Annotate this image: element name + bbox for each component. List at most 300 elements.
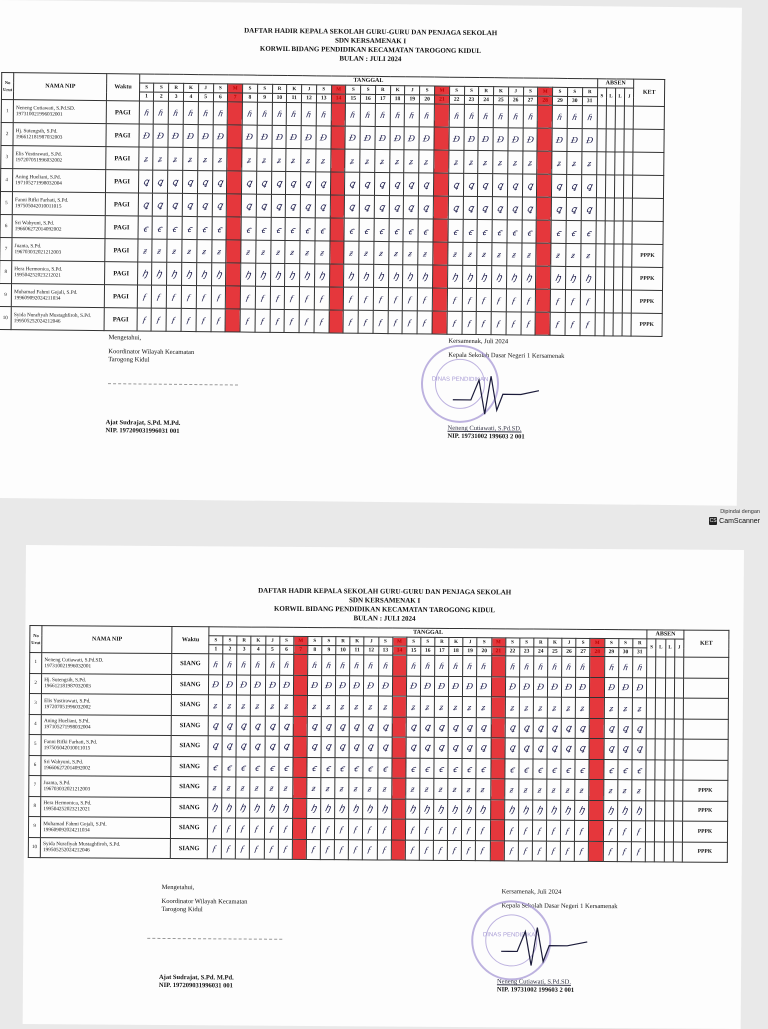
attendance-signature: ɦ xyxy=(379,109,386,121)
attendance-signature: ꞓ xyxy=(555,227,562,238)
signature-cell xyxy=(346,103,361,126)
signature-cell xyxy=(406,717,420,738)
day-letter: S xyxy=(322,637,336,646)
date-number: 10 xyxy=(272,93,287,102)
attendance-signature: ꞓ xyxy=(310,762,317,773)
signature-cell xyxy=(265,716,279,737)
ket-cell: PPPK xyxy=(683,801,728,822)
attendance-signature: ꝗ xyxy=(348,178,357,189)
attendance-signature: ꞓ xyxy=(339,762,346,773)
korwil-signature-block xyxy=(159,974,234,991)
waktu-cell: SIANG xyxy=(172,695,209,716)
ket-cell xyxy=(683,719,728,740)
attendance-signature: ƒ xyxy=(288,316,296,327)
signature-cell xyxy=(315,172,330,195)
signature-cell xyxy=(222,756,236,777)
attendance-signature: ꞓ xyxy=(348,225,355,236)
row-number: 7 xyxy=(29,776,41,797)
header-month: BULAN : JULI 2024 xyxy=(339,54,402,64)
kepsek-nip: NIP. 19731002 199603 2 001 xyxy=(496,986,575,994)
attendance-signature: ꝗ xyxy=(274,177,283,188)
absen-cell xyxy=(615,106,624,129)
signature-cell xyxy=(603,841,617,862)
day-letter: R xyxy=(534,638,548,647)
signature-cell xyxy=(350,655,364,676)
signature-cell xyxy=(477,697,491,718)
row-number: 6 xyxy=(0,215,12,238)
absen-cell xyxy=(595,313,604,336)
signature-cell xyxy=(271,194,286,217)
attendance-signature: ꝗ xyxy=(282,720,290,731)
attendance-signature: Ð xyxy=(289,132,298,143)
stamp-text: DINAS PENDIDIKAN xyxy=(431,376,489,383)
attendance-signature: ɦ xyxy=(636,662,643,673)
sunday-cell xyxy=(537,197,552,220)
signature-cell xyxy=(566,220,581,243)
sunday-cell xyxy=(589,759,603,780)
absen-cell xyxy=(646,780,655,801)
waktu-cell: SIANG xyxy=(171,777,208,798)
attendance-signature: ꝗ xyxy=(481,179,490,190)
attendance-signature: ꝗ xyxy=(511,179,519,190)
attendance-signature: ꝗ xyxy=(156,199,165,210)
absen-cell xyxy=(614,244,623,267)
attendance-signature: ʑ xyxy=(217,154,223,165)
waktu-cell: SIANG xyxy=(171,736,208,757)
attendance-signature: ƒ xyxy=(259,315,266,326)
attendance-signature: ƒ xyxy=(253,843,261,854)
attendance-signature: ƒ xyxy=(407,294,414,305)
signature-cell xyxy=(449,655,463,676)
signature-cell xyxy=(197,171,212,194)
attendance-signature: ꝗ xyxy=(570,180,578,191)
attendance-signature: ƒ xyxy=(288,293,296,304)
teacher-nip: 196606272014092002 xyxy=(43,765,91,772)
attendance-signature: ꝗ xyxy=(171,199,179,210)
attendance-table xyxy=(0,72,665,337)
attendance-signature: ʑ xyxy=(382,701,388,712)
signature-cell xyxy=(212,217,227,240)
signature-cell xyxy=(550,289,565,312)
signature-cell xyxy=(197,148,212,171)
attendance-signature: ʑ xyxy=(269,700,275,711)
attendance-signature: Ð xyxy=(201,131,210,142)
attendance-signature: ꝗ xyxy=(635,723,644,734)
signature-cell xyxy=(518,820,532,841)
attendance-signature: ƶ xyxy=(526,249,532,260)
signature-cell xyxy=(448,799,462,820)
signature-cell xyxy=(321,778,335,799)
attendance-signature: ꞓ xyxy=(565,764,572,775)
absen-cell xyxy=(674,678,683,699)
signature-cell xyxy=(550,312,565,335)
signature-cell xyxy=(560,841,574,862)
signature-cell xyxy=(241,240,256,263)
date-number: 7 xyxy=(228,93,243,102)
attendance-signature: Ð xyxy=(479,681,489,692)
signature-cell xyxy=(547,800,561,821)
attendance-signature: ꝗ xyxy=(253,740,262,751)
sunday-cell xyxy=(293,695,307,716)
attendance-signature: ʑ xyxy=(556,157,563,168)
attendance-signature: ƒ xyxy=(479,824,487,835)
attendance-signature: ꜧ xyxy=(267,802,276,813)
signature-cell xyxy=(519,738,533,759)
attendance-signature: ƶ xyxy=(585,250,591,261)
attendance-signature: ƒ xyxy=(155,314,163,325)
absen-cell xyxy=(596,198,605,221)
day-letter: K xyxy=(390,86,405,95)
attendance-signature: ꞓ xyxy=(550,764,558,775)
signature-cell xyxy=(373,287,388,310)
attendance-signature: ƶ xyxy=(570,250,576,261)
attendance-signature: ꝗ xyxy=(186,199,194,210)
ket-cell xyxy=(683,739,728,760)
signature-cell xyxy=(561,738,575,759)
day-letter: K xyxy=(449,637,463,646)
absen-cell xyxy=(665,698,674,719)
signature-cell xyxy=(240,309,255,332)
waktu-cell: SIANG xyxy=(171,756,208,777)
signature-cell xyxy=(374,241,389,264)
attendance-signature: ƒ xyxy=(303,316,310,327)
signature-cell xyxy=(417,311,432,334)
attendance-signature: ƶ xyxy=(452,783,458,794)
attendance-signature: ƒ xyxy=(578,846,585,857)
signature-cell xyxy=(278,818,292,839)
koordinator-label: Koordinator Wilayah Kecamatan xyxy=(108,348,195,357)
attendance-signature: Ð xyxy=(536,681,545,692)
teacher-name: Sri Wahyuni, S.Pd. xyxy=(43,759,84,766)
attendance-signature: ꞓ xyxy=(215,223,223,234)
day-letter: S xyxy=(154,83,169,92)
attendance-signature: ƒ xyxy=(522,825,529,836)
sunday-cell xyxy=(536,266,551,289)
signature-cell xyxy=(183,124,198,147)
day-letter: S xyxy=(553,87,568,96)
signature-cell xyxy=(617,780,631,801)
attendance-signature: Ð xyxy=(274,131,284,142)
signature-cell xyxy=(364,716,378,737)
sunday-cell xyxy=(490,820,504,841)
signature-cell xyxy=(533,779,547,800)
signature-cell xyxy=(462,799,476,820)
row-number: 6 xyxy=(29,755,41,776)
attendance-signature: ɦ xyxy=(202,108,209,119)
date-number: 20 xyxy=(477,647,491,656)
teacher-name: Elis Yustirawati, S.Pd. xyxy=(15,151,62,158)
attendance-signature: ƒ xyxy=(274,292,281,303)
attendance-signature: Ð xyxy=(319,132,328,143)
sunday-cell xyxy=(589,779,603,800)
signature-cell xyxy=(222,736,236,757)
date-number: 19 xyxy=(463,647,477,656)
attendance-signature: Ð xyxy=(380,680,390,691)
date-number: 20 xyxy=(420,95,435,104)
absen-col-label: S xyxy=(647,639,656,657)
signature-cell xyxy=(561,779,575,800)
signature-cell xyxy=(138,147,153,170)
attendance-signature: ƒ xyxy=(362,316,369,327)
signature-cell xyxy=(406,655,420,676)
kecamatan-label: Tarogong Kidul xyxy=(108,356,150,364)
attendance-signature: Ð xyxy=(409,680,418,691)
attendance-signature: ꝗ xyxy=(479,742,488,753)
attendance-signature: ꝗ xyxy=(366,741,375,752)
signature-cell xyxy=(506,289,521,312)
attendance-signature: ꜧ xyxy=(422,803,431,814)
day-letter: R xyxy=(582,88,597,97)
attendance-signature: ƒ xyxy=(244,292,251,303)
day-letter: S xyxy=(257,84,272,93)
signature-cell xyxy=(167,216,182,239)
ket-cell xyxy=(683,760,728,781)
signature-cell xyxy=(561,820,575,841)
signature-cell xyxy=(418,196,433,219)
signature-cell xyxy=(196,263,211,286)
attendance-signature: ꝗ xyxy=(367,721,375,732)
ket-cell xyxy=(684,657,729,678)
sunday-cell xyxy=(536,289,551,312)
date-number: 15 xyxy=(346,94,361,103)
signature-cell xyxy=(419,840,433,861)
attendance-signature: ʑ xyxy=(527,157,533,168)
absen-cell xyxy=(624,106,633,129)
signature-cell xyxy=(505,758,519,779)
date-number: 30 xyxy=(567,96,582,105)
sunday-cell xyxy=(227,102,242,125)
date-number: 16 xyxy=(421,646,435,655)
sunday-cell xyxy=(330,195,345,218)
signature-cell xyxy=(448,737,462,758)
signature-cell xyxy=(279,757,293,778)
attendance-signature: ꞓ xyxy=(570,227,577,238)
attendance-signature: ꞓ xyxy=(409,763,416,774)
signature-cell xyxy=(447,840,461,861)
signature-cell xyxy=(419,173,434,196)
attendance-signature: ꞓ xyxy=(466,763,473,774)
signature-cell xyxy=(507,220,522,243)
signature-cell xyxy=(478,128,493,151)
signature-cell xyxy=(420,696,434,717)
signature-cell xyxy=(618,677,632,698)
signature-cell xyxy=(264,818,278,839)
attendance-signature: ɦ xyxy=(382,660,389,671)
ket-cell: PPPK xyxy=(632,290,663,313)
sunday-cell xyxy=(537,174,552,197)
signature-cell xyxy=(603,821,617,842)
col-absen-header: ABSEN xyxy=(647,630,684,639)
attendance-signature: ƶ xyxy=(424,783,430,794)
attendance-signature: ꞓ xyxy=(423,763,430,774)
signature-cell xyxy=(287,103,302,126)
attendance-signature: ɦ xyxy=(565,661,573,672)
signature-cell xyxy=(463,676,477,697)
attendance-signature: ꜧ xyxy=(324,802,332,813)
signature-cell xyxy=(279,716,293,737)
attendance-signature: ꝗ xyxy=(225,720,234,731)
signature-cell xyxy=(448,717,462,738)
attendance-signature: ɦ xyxy=(453,110,460,121)
attendance-signature: ƒ xyxy=(550,845,557,856)
absen-cell xyxy=(664,821,673,842)
attendance-signature: ꜧ xyxy=(495,271,503,282)
attendance-signature: ꝗ xyxy=(550,742,559,753)
day-letter: J xyxy=(364,637,378,646)
date-number: 14 xyxy=(331,94,346,103)
attendance-signature: ʑ xyxy=(157,153,164,164)
signature-cell xyxy=(420,676,434,697)
attendance-signature: ƶ xyxy=(275,246,281,257)
signature-cell xyxy=(551,197,566,220)
signature-cell xyxy=(213,102,228,125)
attendance-signature: Ð xyxy=(481,134,490,145)
teacher-name: Aning Hueliani, S.Pd. xyxy=(43,718,90,725)
absen-cell xyxy=(664,800,673,821)
sunday-cell xyxy=(330,218,345,241)
attendance-signature: ƒ xyxy=(225,823,232,834)
signature-cell xyxy=(604,739,618,760)
signature-cell xyxy=(167,262,182,285)
signature-cell xyxy=(448,196,463,219)
teacher-name-nip xyxy=(41,837,171,858)
attendance-signature: ꜧ xyxy=(214,268,223,279)
sunday-cell xyxy=(293,757,307,778)
attendance-signature: ƶ xyxy=(367,783,373,794)
attendance-signature: Ð xyxy=(260,131,269,142)
attendance-signature: ꜧ xyxy=(391,270,400,281)
attendance-signature: ꝗ xyxy=(585,180,593,191)
signature-cell xyxy=(152,262,167,285)
day-letter: J xyxy=(302,85,317,94)
attendance-signature: ꝗ xyxy=(422,201,430,212)
signature-cell xyxy=(434,696,448,717)
attendance-signature: ƶ xyxy=(408,248,414,259)
attendance-signature: ꝗ xyxy=(452,179,460,190)
attendance-signature: Ð xyxy=(423,681,432,692)
ket-cell: PPPK xyxy=(682,821,727,842)
waktu-cell: SIANG xyxy=(172,654,209,675)
teacher-name-nip xyxy=(41,817,171,838)
signature-cell xyxy=(278,777,292,798)
attendance-signature: ɦ xyxy=(217,108,224,119)
signature-cell xyxy=(561,718,575,739)
attendance-signature: ꜧ xyxy=(155,268,164,279)
signature-cell xyxy=(448,696,462,717)
signature-cell xyxy=(237,654,251,675)
sunday-cell xyxy=(293,654,307,675)
signature-cell xyxy=(518,840,532,861)
signature-cell xyxy=(547,677,561,698)
attendance-signature: ꝗ xyxy=(451,202,460,213)
waktu-cell: PAGI xyxy=(105,216,138,239)
signature-cell xyxy=(264,839,278,860)
signature-cell xyxy=(476,758,490,779)
attendance-signature: ꝗ xyxy=(338,720,347,731)
signature-cell xyxy=(419,127,434,150)
attendance-signature: ꝗ xyxy=(555,203,563,214)
signature-cell xyxy=(618,759,632,780)
signature-cell xyxy=(562,656,576,677)
day-letter: J xyxy=(265,636,279,645)
attendance-signature: ƒ xyxy=(273,315,281,326)
sunday-cell xyxy=(491,738,505,759)
signature-cell xyxy=(561,759,575,780)
signature-cell xyxy=(566,243,581,266)
sunday-cell xyxy=(392,676,406,697)
absen-cell xyxy=(624,175,633,198)
signature-cell xyxy=(321,757,335,778)
attendance-signature: ƒ xyxy=(495,318,502,329)
attendance-signature: ꜧ xyxy=(569,272,577,283)
teacher-nip: 197310021996032001 xyxy=(15,111,63,118)
attendance-signature: ꞓ xyxy=(525,227,533,238)
teacher-name-nip xyxy=(11,307,104,331)
attendance-signature: ɦ xyxy=(408,110,416,121)
row-number: 10 xyxy=(28,837,40,858)
attendance-signature: ƒ xyxy=(366,844,374,855)
day-letter: R xyxy=(633,639,648,648)
attendance-signature: ƶ xyxy=(522,784,529,795)
teacher-name-nip xyxy=(13,169,106,193)
signature-cell xyxy=(168,124,183,147)
attendance-signature: ƒ xyxy=(141,314,148,325)
absen-cell xyxy=(674,780,683,801)
signature-cell xyxy=(478,174,493,197)
signature-cell xyxy=(404,127,419,150)
teacher-nip: 199504252023212021 xyxy=(14,272,61,279)
attendance-signature: ꝗ xyxy=(215,176,224,187)
attendance-signature: ƶ xyxy=(268,782,275,793)
absen-cell xyxy=(596,221,605,244)
ket-cell: PPPK xyxy=(631,313,662,336)
signature-cell xyxy=(404,173,419,196)
signature-cell xyxy=(256,240,271,263)
attendance-signature: ꜧ xyxy=(281,802,290,813)
signature-cell xyxy=(359,241,374,264)
signature-cell xyxy=(350,675,364,696)
attendance-signature: ꝗ xyxy=(466,202,475,213)
signature-cell xyxy=(363,737,377,758)
attendance-signature: ɦ xyxy=(410,660,417,671)
korwil-signature-block xyxy=(105,419,180,436)
attendance-signature: Ð xyxy=(324,680,333,691)
attendance-sheet-pagi xyxy=(0,0,742,506)
teacher-name-nip xyxy=(12,238,105,262)
attendance-signature: ꜧ xyxy=(408,803,417,814)
attendance-signature: ꜧ xyxy=(406,270,415,281)
attendance-signature: ꜧ xyxy=(303,269,311,280)
teacher-name-nip xyxy=(42,673,172,694)
teacher-name-nip xyxy=(12,192,105,216)
signature-cell xyxy=(504,779,518,800)
attendance-signature: ꜧ xyxy=(200,268,208,279)
row-number: 7 xyxy=(0,238,12,261)
signature-cell xyxy=(463,219,478,242)
date-number: 25 xyxy=(493,96,508,105)
signature-cell xyxy=(604,718,618,739)
attendance-signature: ɦ xyxy=(290,109,298,120)
absen-col-label: L xyxy=(615,88,624,106)
attendance-signature: ƒ xyxy=(510,318,517,329)
attendance-signature: ƶ xyxy=(311,782,317,793)
sunday-cell xyxy=(329,310,344,333)
signature-cell xyxy=(255,286,270,309)
absen-cell xyxy=(656,718,665,739)
attendance-signature: ꝗ xyxy=(186,176,194,187)
absen-cell xyxy=(606,106,615,129)
attendance-signature: Ð xyxy=(635,682,644,693)
